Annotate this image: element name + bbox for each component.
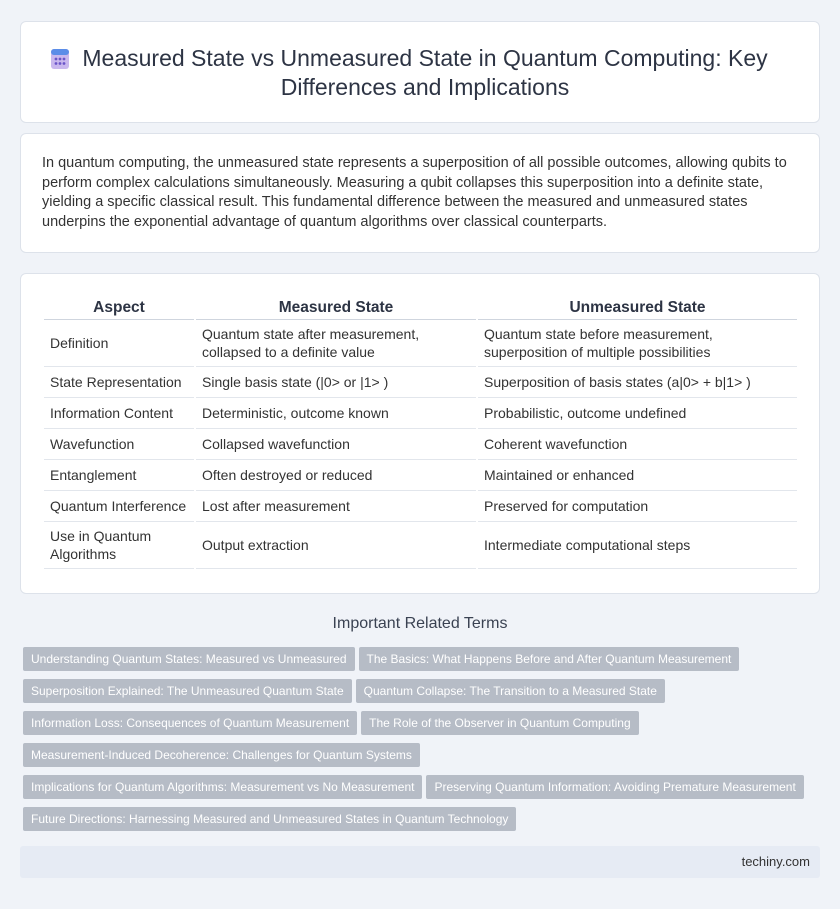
related-terms-heading: Important Related Terms [332,615,508,632]
table-row [44,429,797,460]
measured-cell: Deterministic, outcome known [196,398,476,429]
intro-paragraph: In quantum computing, the unmeasured state represents a superposition of all possible outcomes, allowing qubits to perform complex calculations simultaneously. Measuring a qubit collapses this superposition into a definite state, yielding a specific classical result. This fundamental difference between the measured and unmeasured states underpins the exponential advantage of quantum algorithms over classical counterparts. [42,155,787,230]
column-header: Aspect [44,294,194,320]
measured-cell: Lost after measurement [196,491,476,522]
related-term-link[interactable]: The Basics: What Happens Before and After Quantum Measurement [359,647,740,671]
unmeasured-cell: Maintained or enhanced [478,460,797,491]
measured-cell: Quantum state after measurement, collapsed to a definite value [196,320,476,367]
related-term-link[interactable]: Understanding Quantum States: Measured vs Unmeasured [23,647,355,671]
column-header: Measured State [196,294,476,320]
measured-cell: Often destroyed or reduced [196,460,476,491]
measured-cell: Single basis state (|0> or |1> ) [196,367,476,398]
table-header-row [44,294,797,320]
measured-cell: Output extraction [196,522,476,569]
table-row [44,491,797,522]
related-term-link[interactable]: Implications for Quantum Algorithms: Measurement vs No Measurement [23,775,422,799]
unmeasured-cell: Probabilistic, outcome undefined [478,398,797,429]
table-row [44,460,797,491]
aspect-cell: Information Content [44,398,194,429]
page-title: Measured State vs Unmeasured State in Quantum Computing: Key Differences and Implications [82,45,768,100]
related-term-link[interactable]: The Role of the Observer in Quantum Computing [361,711,638,735]
related-term-link[interactable]: Quantum Collapse: The Transition to a Measured State [356,679,665,703]
column-header: Unmeasured State [478,294,797,320]
related-terms-list [23,647,823,839]
aspect-cell: Entanglement [44,460,194,491]
related-term-link[interactable]: Superposition Explained: The Unmeasured Quantum State [23,679,352,703]
aspect-cell: Definition [44,320,194,367]
table-row [44,367,797,398]
related-term-link[interactable]: Information Loss: Consequences of Quantum Measurement [23,711,357,735]
related-term-link[interactable]: Measurement-Induced Decoherence: Challenges for Quantum Systems [23,743,420,767]
intro-card [20,133,820,253]
aspect-cell: Wavefunction [44,429,194,460]
footer-bar [20,846,820,878]
unmeasured-cell: Intermediate computational steps [478,522,797,569]
title-card [20,21,820,123]
comparison-card [20,273,820,594]
table-row [44,320,797,367]
site-brand[interactable]: techiny.com [741,854,810,869]
measured-cell: Collapsed wavefunction [196,429,476,460]
unmeasured-cell: Superposition of basis states (a|0> + b|1> ) [478,367,797,398]
related-term-link[interactable]: Preserving Quantum Information: Avoiding Premature Measurement [426,775,803,799]
aspect-cell: Quantum Interference [44,491,194,522]
related-term-link[interactable]: Future Directions: Harnessing Measured and Unmeasured States in Quantum Technology [23,807,516,831]
unmeasured-cell: Coherent wavefunction [478,429,797,460]
unmeasured-cell: Preserved for computation [478,491,797,522]
table-row [44,398,797,429]
unmeasured-cell: Quantum state before measurement, superposition of multiple possibilities [478,320,797,367]
table-row [44,522,797,569]
comparison-table [42,294,799,569]
aspect-cell: Use in Quantum Algorithms [44,522,194,569]
aspect-cell: State Representation [44,367,194,398]
